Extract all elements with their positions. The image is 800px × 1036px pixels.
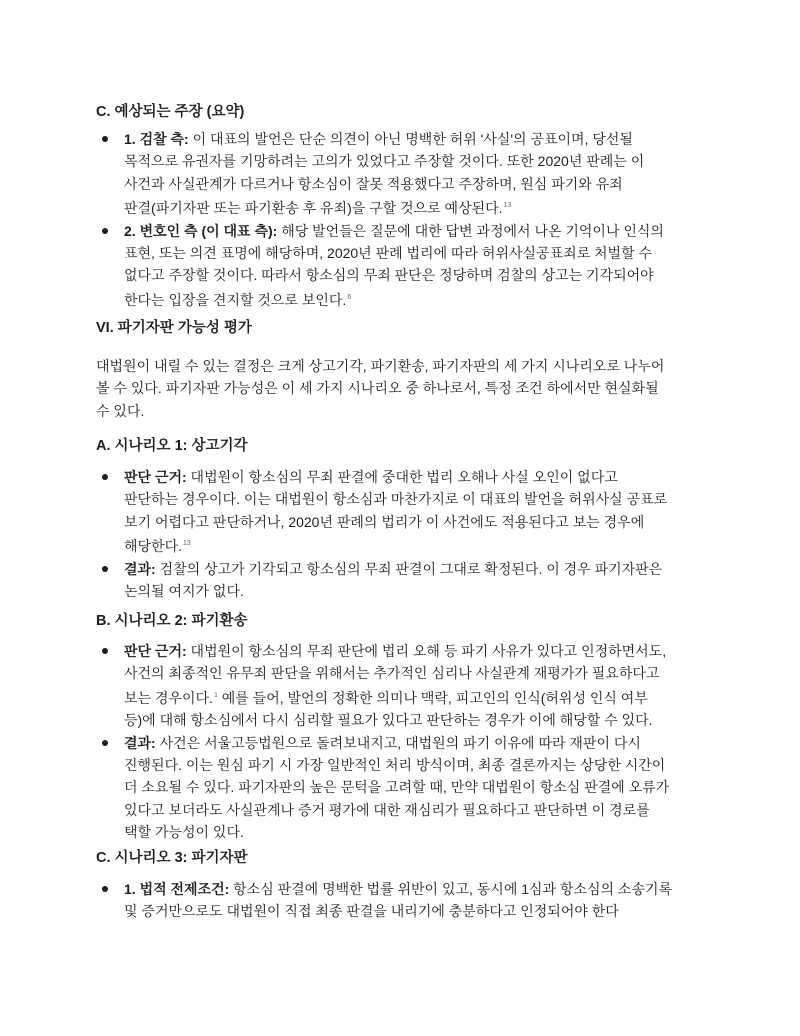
item-lead: 1. 법적 전제조건: bbox=[124, 881, 230, 897]
bullet-icon bbox=[102, 228, 108, 234]
text: 해당 발언들은 질문에 대한 답변 과정에서 나온 기억이나 인식의 bbox=[277, 222, 664, 239]
text: 목적으로 유권자를 기망하려는 고의가 있었다고 주장할 것이다. 또한 2020년 판례는 이 bbox=[124, 153, 645, 170]
list-item bbox=[96, 466, 716, 558]
arguments-list bbox=[96, 128, 716, 311]
bullet-icon bbox=[102, 474, 108, 480]
footnote-ref[interactable]: 1 bbox=[213, 691, 218, 699]
text: 보는 경우이다. bbox=[124, 689, 213, 706]
item-lead: 1. 검찰 측: bbox=[124, 131, 189, 147]
scenario-b bbox=[96, 610, 716, 632]
bullet-icon bbox=[102, 648, 108, 654]
text: 판결(파기자판 또는 파기환송 후 유죄)을 구할 것으로 예상된다. bbox=[124, 200, 503, 217]
text: 없다고 주장할 것이다. 따라서 항소심의 무죄 판단은 정당하며 검찰의 상고는 기각되어야 bbox=[124, 267, 654, 284]
item-lead: 판단 근거: bbox=[124, 643, 187, 659]
text: 표현, 또는 의견 표명에 해당하며, 2020년 판례 법리에 따라 허위사실공표죄로 처벌할 수 bbox=[124, 245, 652, 262]
text: 예를 들어, 발언의 정확한 의미나 맥락, 피고인의 인식(허위성 인식 여부 bbox=[217, 689, 648, 706]
text: 진행된다. 이는 원심 파기 시 가장 일반적인 처리 방식이며, 최종 결론까지는 상당한 시간이 bbox=[124, 757, 666, 774]
scenario-c bbox=[96, 847, 716, 869]
text: 사건의 최종적인 유무죄 판단을 위해서는 추가적인 심리나 사실관계 재평가가 필요하다고 bbox=[124, 665, 660, 682]
list-item bbox=[96, 558, 716, 603]
text: 및 증거만으로도 대법원이 직접 최종 판결을 내리기에 충분하다고 인정되어야 한다 bbox=[124, 903, 619, 920]
scenario-a bbox=[96, 435, 716, 457]
item-lead: 결과: bbox=[124, 734, 156, 751]
text: 해당한다. bbox=[124, 538, 182, 555]
scenario-b-list bbox=[96, 640, 716, 844]
text: 사건은 서울고등법원으로 돌려보내지고, 대법원의 파기 이유에 따라 재판이 다시 bbox=[155, 734, 641, 751]
section-heading: C. 예상되는 주장 (요약) bbox=[96, 104, 245, 120]
text: 있다고 보더라도 사실관계나 증거 평가에 대한 재심리가 필요하다고 판단하면 이 경로를 bbox=[124, 801, 650, 818]
text: 판단하는 경우이다. 이는 대법원이 항소심과 마찬가지로 이 대표의 발언을 허위사실 공표로 bbox=[124, 491, 668, 508]
scenario-a-list bbox=[96, 466, 716, 602]
bullet-icon bbox=[102, 136, 108, 142]
section-heading: A. 시나리오 1: 상고기각 bbox=[96, 438, 248, 454]
bullet-icon bbox=[102, 566, 108, 572]
list-item bbox=[96, 640, 716, 732]
text: 볼 수 있다. 파기자판 가능성은 이 세 가지 시나리오 중 하나로서, 특정 조건 하에서만 현실화될 bbox=[96, 380, 659, 397]
bullet-icon bbox=[102, 886, 108, 892]
list-item bbox=[96, 732, 716, 844]
footnote-ref[interactable]: 13 bbox=[503, 202, 512, 210]
text: 대법원이 항소심의 무죄 판결에 중대한 법리 오해나 사실 오인이 없다고 bbox=[186, 469, 618, 485]
text: 사건과 사실관계가 다르거나 항소심이 잘못 적용했다고 주장하며, 원심 파기와 유죄 bbox=[124, 175, 623, 192]
text: 보기 어렵다고 판단하거나, 2020년 판례의 법리가 이 사건에도 적용된다고 보는 경우에 bbox=[124, 513, 645, 530]
text: 수 있다. bbox=[96, 402, 145, 419]
bullet-icon bbox=[102, 740, 108, 746]
section-heading: C. 시나리오 3: 파기자판 bbox=[96, 850, 248, 866]
scenario-c-list bbox=[96, 878, 716, 923]
text: 검찰의 상고가 기각되고 항소심의 무죄 판결이 그대로 확정된다. 이 경우 파기자판은 bbox=[155, 560, 663, 577]
section-c-expected-arguments bbox=[96, 101, 716, 123]
list-item bbox=[96, 878, 716, 923]
item-lead: 결과: bbox=[124, 560, 156, 577]
list-item-prosecution bbox=[96, 128, 716, 220]
section-vi bbox=[96, 317, 716, 339]
item-lead: 판단 근거: bbox=[124, 469, 187, 485]
list-item-defense bbox=[96, 220, 716, 312]
text: 대법원이 내릴 수 있는 결정은 크게 상고기각, 파기환송, 파기자판의 세 가지 시나리오로 나누어 bbox=[96, 358, 665, 374]
text: 논의될 여지가 없다. bbox=[124, 583, 244, 600]
footnote-ref[interactable]: 13 bbox=[183, 540, 191, 548]
text: 더 소요될 수 있다. 파기자판의 높은 문턱을 고려할 때, 만약 대법원이 항소심 판결에 오류가 bbox=[124, 779, 670, 796]
section-heading: B. 시나리오 2: 파기환송 bbox=[96, 613, 248, 629]
text: 대법원이 항소심의 무죄 판단에 법리 오해 등 파기 사유가 있다고 인정하면서도, bbox=[186, 643, 667, 659]
text: 이 대표의 발언은 단순 의견이 아닌 명백한 허위 '사실'의 공표이며, 당선될 bbox=[188, 131, 633, 147]
text: 항소심 판결에 명백한 법률 위반이 있고, 동시에 1심과 항소심의 소송기록 bbox=[229, 881, 673, 897]
item-lead: 2. 변호인 측 (이 대표 측): bbox=[124, 222, 278, 239]
section-heading: VI. 파기자판 가능성 평가 bbox=[96, 320, 252, 336]
intro-paragraph bbox=[96, 355, 716, 422]
footnote-ref[interactable]: 6 bbox=[347, 293, 352, 301]
text: 등)에 대해 항소심에서 다시 심리할 필요가 있다고 판단하는 경우가 이에 해당할 수 있다. bbox=[124, 712, 653, 729]
text: 한다는 입장을 견지할 것으로 보인다. bbox=[124, 291, 347, 308]
text: 택할 가능성이 있다. bbox=[124, 824, 244, 841]
